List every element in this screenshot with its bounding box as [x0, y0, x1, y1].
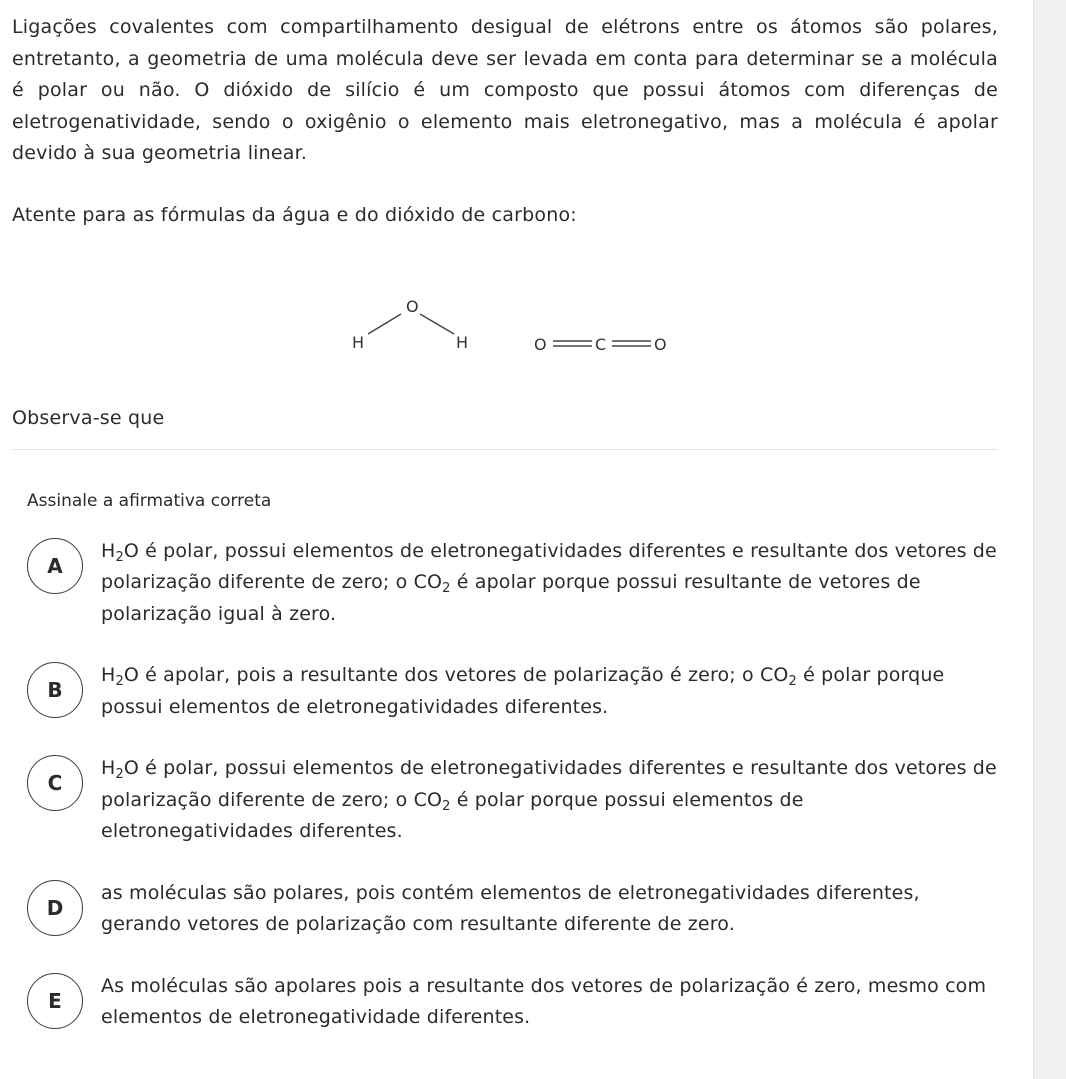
observe-text: Observa-se que — [12, 406, 165, 429]
option-e[interactable] — [27, 971, 998, 1034]
water-h-left-atom: H — [352, 332, 365, 352]
option-c[interactable] — [27, 753, 998, 848]
option-c-text[interactable]: $H_2O$ é polar, possui elementos de eletronegatividades diferentes e resultante dos vetores de polarização diferente de zero; o $CO_2$ é polar porque possui elementos de eletronegatividades diferentes. — [101, 757, 997, 842]
option-c-letter[interactable]: C — [27, 755, 83, 811]
co2-o-right-atom: O — [654, 334, 667, 354]
option-e-letter[interactable]: E — [27, 973, 83, 1029]
question-statement: Ligações covalentes com compartilhamento desigual de elétrons entre os átomos são polares, entretanto, a geometria de uma molécula deve ser levada em conta para determinar se a molécula é polar ou não. O dióxido de silício é um composto que possui átomos com diferenças de eletrogenatividade, sendo o oxigênio o elemento mais eletronegativo, mas a molécula é apolar devido à sua geometria linear. — [12, 16, 998, 164]
answer-options — [12, 536, 998, 1034]
option-d-text[interactable]: as moléculas são polares, pois contém elementos de eletronegatividades diferentes, gerando vetores de polarização com resultante diferente de zero. — [101, 881, 920, 935]
option-b-text[interactable]: $H_2O$ é apolar, pois a resultante dos vetores de polarização é zero; o $CO_2$ é polar porque possui elementos de eletronegatividades diferentes. — [101, 664, 945, 718]
divider — [12, 449, 998, 450]
option-b[interactable] — [27, 660, 998, 723]
option-a-letter[interactable]: A — [27, 538, 83, 594]
option-e-text[interactable]: As moléculas são apolares pois a resultante dos vetores de polarização é zero, mesmo com elementos de eletronegatividade diferentes. — [101, 974, 987, 1028]
question-content — [12, 0, 998, 1064]
option-a[interactable] — [27, 536, 998, 631]
instruction-text: Assinale a afirmativa correta — [27, 490, 272, 511]
option-b-letter[interactable]: B — [27, 662, 83, 718]
option-a-text[interactable]: $H_2O$ é polar, possui elementos de eletronegatividades diferentes e resultante dos vetores de polarização diferente de zero; o $CO_2$ é apolar porque possui resultante de vetores de polarização igual à zero. — [101, 539, 997, 625]
water-bond-left — [368, 314, 401, 334]
co2-molecule — [534, 335, 667, 354]
option-d[interactable] — [27, 878, 998, 941]
co2-c-atom: C — [595, 334, 607, 354]
scrollbar[interactable] — [1033, 0, 1066, 1079]
water-molecule — [352, 297, 468, 352]
formula-figure — [12, 231, 998, 381]
water-o-atom: O — [406, 296, 419, 316]
water-h-right-atom: H — [456, 332, 469, 352]
co2-o-left-atom: O — [534, 334, 547, 354]
molecule-diagram — [12, 231, 998, 381]
question-prompt: Atente para as fórmulas da água e do dióxido de carbono: — [12, 203, 577, 226]
water-bond-right — [420, 314, 454, 334]
option-d-letter[interactable]: D — [27, 880, 83, 936]
